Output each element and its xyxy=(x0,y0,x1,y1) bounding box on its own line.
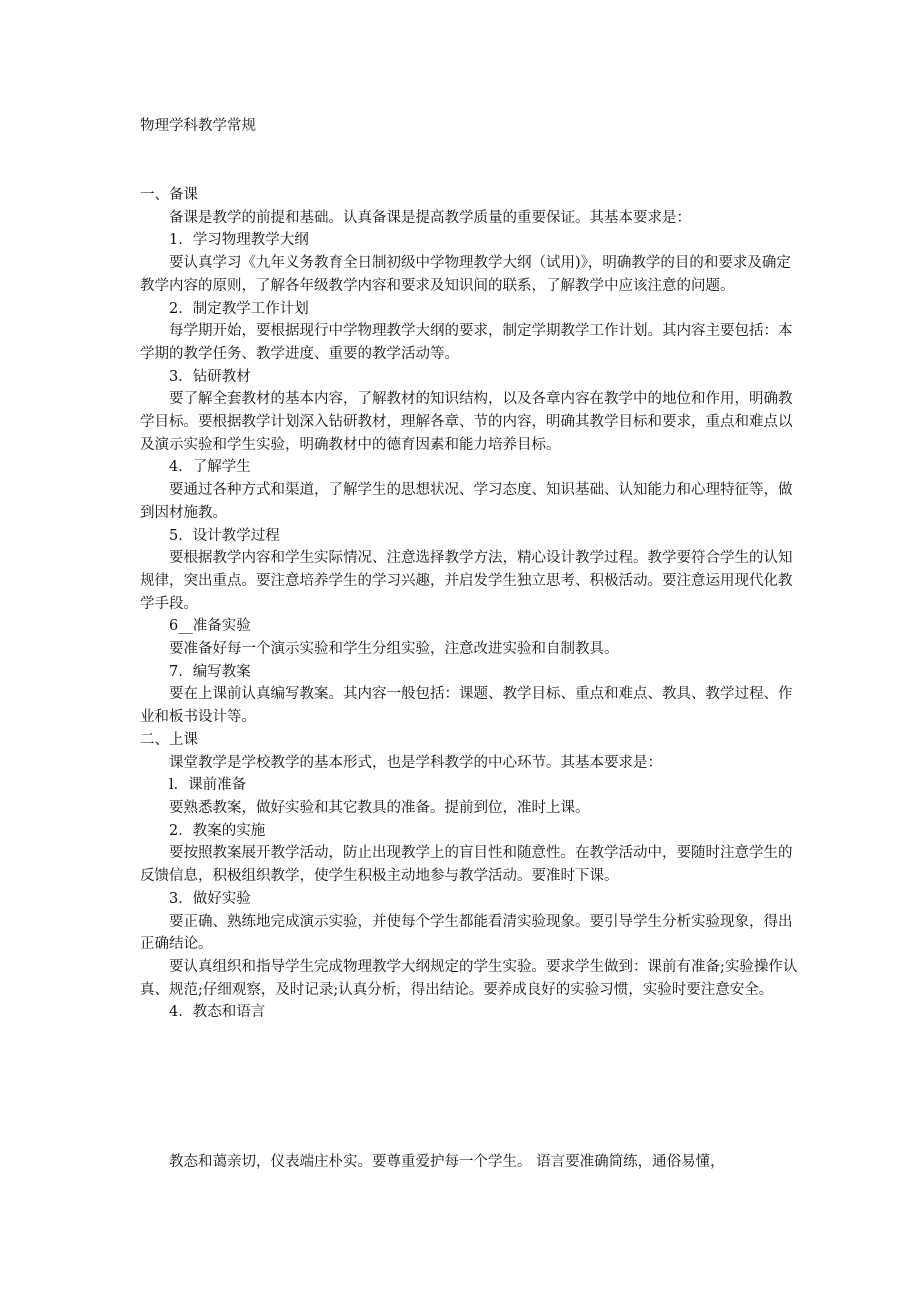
paragraph: 每学期开始，要根据现行中学物理教学大纲的要求，制定学期教学工作计划。其内容主要包括：本学期的教学任务、教学进度、重要的教学活动等。 xyxy=(140,323,793,362)
subsection-heading: 2．教案的实施 xyxy=(169,822,266,839)
subsection-heading: l．课前准备 xyxy=(169,777,247,794)
document-body xyxy=(140,184,800,1024)
subsection-heading: 2．制定教学工作计划 xyxy=(169,300,309,317)
paragraph: 要准备好每一个演示实验和学生分组实验，注意改进实验和自制教具。 xyxy=(169,641,619,658)
paragraph: 要正确、熟练地完成演示实验，并使每个学生都能看清实验现象。要引导学生分析实验现象，得出正确结论。 xyxy=(140,913,793,953)
document-title: 物理学科教学常规 xyxy=(140,118,256,134)
subsection-heading: 1．学习物理教学大纲 xyxy=(169,232,309,249)
subsection-heading: 7．编写教案 xyxy=(169,663,251,680)
subsection-heading: 3．钻研教材 xyxy=(169,368,251,385)
paragraph: 课堂教学是学校教学的基本形式，也是学科教学的中心环节。其基本要求是： xyxy=(169,754,662,771)
paragraph: 要认真学习《九年义务教育全日制初级中学物理教学大纲（试用)》，明确教学的目的和要求及确定教学内容的原则，了解各年级教学内容和要求及知识间的联系，了解教学中应该注意的问题。 xyxy=(140,255,791,294)
subsection-heading: 3．做好实验 xyxy=(169,890,251,907)
paragraph: 要按照教案展开教学活动，防止出现教学上的盲目性和随意性。在教学活动中，要随时注意学生的反馈信息，积极组织教学，使学生积极主动地参与教学活动。要准时下课。 xyxy=(140,845,793,885)
subsection-heading: 6__准备实验 xyxy=(169,618,251,635)
paragraph: 备课是教学的前提和基础。认真备课是提高教学质量的重要保证。其基本要求是： xyxy=(169,209,691,226)
paragraph: 要根据教学内容和学生实际情况、注意选择教学方法，精心设计教学过程。教学要符合学生的认知规律，突出重点。要注意培养学生的学习兴趣，并启发学生独立思考、积极活动。要注意运用现代化教学手段。 xyxy=(140,550,793,612)
paragraph: 要在上课前认真编写教案。其内容一般包括：课题、教学目标、重点和难点、教具、教学过程、作业和板书设计等。 xyxy=(140,686,793,726)
subsection-heading: 4．教态和语言 xyxy=(169,1004,266,1021)
section-heading: 一、备课 xyxy=(140,187,198,203)
paragraph: 要熟悉教案，做好实验和其它教具的准备。提前到位，准时上课。 xyxy=(169,799,590,816)
paragraph: 要认真组织和指导学生完成物理教学大纲规定的学生实验。要求学生做到：课前有准备;实验操作认真、规范;仔细观察，及时记录;认真分析，得出结论。要养成良好的实验习惯，实验时要注意安全。 xyxy=(140,958,798,998)
paragraph-last: 教态和蔼亲切，仪表端庄朴实。要尊重爱护每一个学生。 语言要准确简练，通俗易懂， xyxy=(169,1154,725,1170)
paragraph: 要了解全套教材的基本内容，了解教材的知识结构，以及各章内容在教学中的地位和作用，明确教学目标。要根据教学计划深入钻研教材，理解各章、节的内容，明确其教学目标和要求，重点和难点以及演示实验和学生实验，明确教材中的德育因素和能力培养目标。 xyxy=(140,391,793,453)
paragraph: 要通过各种方式和渠道，了解学生的思想状况、学习态度、知识基础、认知能力和心理特征等，做到因材施教。 xyxy=(140,482,793,521)
section-heading: 二、上课 xyxy=(140,731,198,748)
subsection-heading: 4．了解学生 xyxy=(169,459,251,476)
subsection-heading: 5．设计教学过程 xyxy=(169,527,280,544)
